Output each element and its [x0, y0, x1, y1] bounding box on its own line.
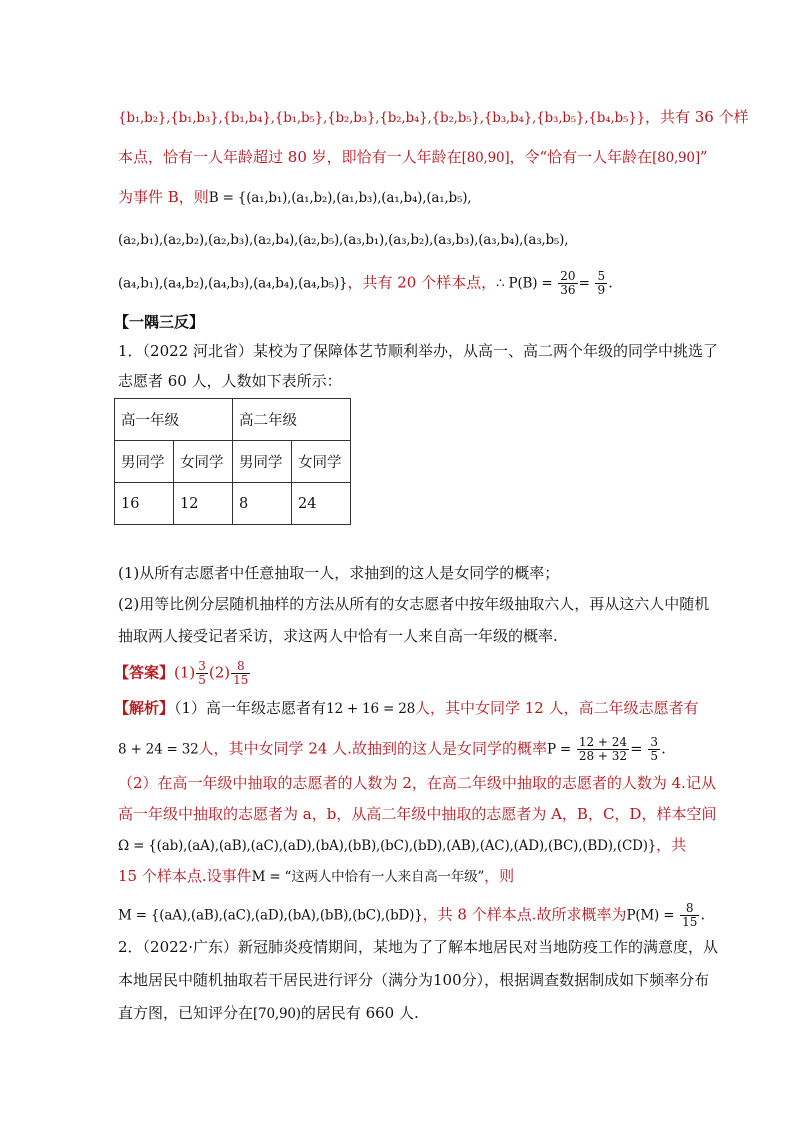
table-header-grade2: 高二年级 — [233, 399, 351, 441]
answer-fraction-1 — [196, 660, 208, 687]
table-row — [115, 441, 351, 483]
q1-stem-line-1: 1．（2022 河北省）某校为了保障体艺节顺利举办，从高一、高二两个年级的同学中挑选了 — [118, 342, 718, 360]
prob-b-fraction — [558, 270, 577, 297]
prob-label: P(M) = — [626, 907, 675, 924]
q2-stem-line-1: 2．（2022·广东）新冠肺炎疫情期间，某地为了了解本地居民对当地防疫工作的满意度，从 — [118, 938, 718, 956]
sample-space-line-1 — [118, 106, 749, 129]
analysis-text: 人，其中女同学 12 人，高二年级志愿者有 — [415, 699, 699, 717]
period: . — [661, 739, 666, 758]
answer-fraction-2 — [231, 660, 250, 687]
fraction-numerator: 8 — [231, 660, 250, 674]
fraction-numerator: 12 + 24 — [578, 735, 628, 749]
answer-label: 【答案】 — [114, 663, 175, 682]
answer-part1-label: (1) — [174, 663, 196, 682]
table-cell: 24 — [292, 483, 351, 525]
event-b-set-start: B = {(a₁,b₁),(a₁,b₂),(a₁,b₃),(a₁,b₄),(a₁,b₅), — [208, 190, 472, 206]
fraction-numerator: 20 — [560, 269, 576, 283]
fraction-denominator: 15 — [233, 673, 249, 687]
event-definition-text: ，令“恰有一人年龄在 — [509, 148, 653, 166]
prob-b-label: ∴ P(B) = — [496, 275, 553, 292]
analysis-text: 人，其中女同学 24 人.故抽到的这人是女同学的概率 — [198, 739, 547, 758]
analysis-line-6 — [118, 865, 514, 888]
table-row — [115, 483, 351, 525]
answer-part2-label: (2) — [208, 663, 231, 682]
q2-text: 直方图，已知评分在 — [118, 1004, 254, 1022]
event-b-line-2 — [118, 228, 568, 251]
score-interval: [70,90) — [253, 1006, 301, 1022]
event-m-definition: M = “这两人中恰有一人来自高一年级” — [251, 869, 485, 885]
analysis-math: 12 + 16 = 28 — [326, 701, 415, 717]
fraction-numerator: 8 — [680, 902, 699, 916]
prob-simplified — [648, 736, 660, 763]
age-interval: [80,90] — [461, 150, 510, 166]
table-subheader: 男同学 — [233, 441, 292, 483]
prob-label: P = — [546, 741, 572, 758]
period: . — [700, 905, 706, 924]
analysis-math: 8 + 24 = 32 — [118, 741, 199, 758]
prob-b-simplified — [595, 270, 607, 297]
analysis-line-2 — [118, 736, 666, 763]
table-subheader: 女同学 — [292, 441, 351, 483]
event-b-set-middle: (a₂,b₁),(a₂,b₂),(a₂,b₃),(a₂,b₄),(a₂,b₅),(a₃,b₁),(a₃,b₂),(a₃,b₃),(a₃,b₄),(a₃,b₅), — [118, 232, 569, 248]
age-condition-text: 本点，恰有一人年龄超过 80 岁，即恰有一人年龄在 — [118, 148, 462, 166]
answer-line — [114, 660, 251, 687]
q1-sub1: (1)从所有志愿者中任意抽取一人，求抽到的这人是女同学的概率； — [118, 564, 560, 582]
analysis-text: 15 个样本点.设事件 — [118, 867, 252, 885]
analysis-text: ，共 — [656, 836, 687, 854]
sample-space-line-2 — [118, 146, 708, 169]
event-b-line — [118, 186, 471, 209]
age-interval-2: [80,90] — [652, 150, 700, 166]
fraction-denominator: 28 + 32 — [578, 749, 628, 763]
q2-stem-line-2: 本地居民中随机抽取若干居民进行评分（满分为100分），根据调查数据制成如下频率分布 — [118, 971, 710, 989]
fraction-numerator: 3 — [198, 659, 206, 673]
analysis-line-1 — [114, 697, 699, 720]
analysis-label: 【解析】 — [114, 699, 175, 717]
event-b-set-end: (a₄,b₁),(a₄,b₂),(a₄,b₃),(a₄,b₄),(a₄,b₅)} — [118, 275, 348, 292]
equals-sign: = — [630, 739, 643, 758]
analysis-text: ，共 8 个样本点.故所求概率为 — [422, 905, 627, 924]
sample-space-omega: Ω = {(ab),(aA),(aB),(aC),(aD),(bA),(bB),(bC),(bD),(AB),(AC),(AD),(BC),(BD),(CD)} — [118, 838, 657, 854]
fraction-denominator: 5 — [650, 749, 659, 763]
fraction-denominator: 9 — [597, 283, 606, 297]
fraction-denominator: 5 — [198, 673, 206, 687]
sample-space-set-b: {b₁,b₂},{b₁,b₃},{b₁,b₄},{b₁,b₅},{b₂,b₃},{b₂,b₄},{b₂,b₅},{b₃,b₄},{b₃,b₅},{b₄,b₅}} — [118, 110, 645, 126]
fraction-numerator: 3 — [650, 735, 659, 749]
fraction-numerator: 5 — [597, 269, 606, 283]
table-cell: 8 — [233, 483, 292, 525]
q1-stem-line-2: 志愿者 60 人，人数如下表所示： — [118, 372, 342, 390]
fraction-denominator: 36 — [560, 283, 576, 297]
analysis-line-3: （2）在高一年级中抽取的志愿者的人数为 2，在高二年级中抽取的志愿者的人数为 4.记从 — [118, 774, 716, 792]
q1-sub2-line-1: (2)用等比例分层随机抽样的方法从所有的女志愿者中按年级抽取六人，再从这六人中随机 — [118, 595, 710, 613]
prob-m-fraction — [680, 902, 699, 929]
analysis-text: （1）高一年级志愿者有 — [174, 699, 327, 717]
analysis-line-5 — [118, 834, 686, 857]
equals-sign: = — [578, 275, 590, 292]
table-cell: 12 — [174, 483, 233, 525]
prob-fraction — [577, 736, 629, 763]
table-cell: 16 — [115, 483, 174, 525]
table-subheader: 男同学 — [115, 441, 174, 483]
q1-sub2-line-2: 抽取两人接受记者采访，求这两人中恰有一人来自高一年级的概率. — [118, 627, 558, 645]
quote-close: ” — [699, 148, 708, 166]
event-m-set: M = {(aA),(aB),(aC),(aD),(bA),(bB),(bC),(bD)} — [118, 907, 423, 924]
table-row — [115, 399, 351, 441]
q2-text: 的居民有 660 人. — [300, 1004, 419, 1022]
sample-count-text: ，共有 36 个样 — [644, 108, 749, 126]
q2-stem-line-3 — [118, 1002, 419, 1025]
table-header-grade1: 高一年级 — [115, 399, 233, 441]
period: . — [608, 273, 613, 292]
analysis-line-7 — [118, 902, 705, 929]
analysis-text: ，则 — [484, 867, 515, 885]
event-b-count: ，共有 20 个样本点， — [347, 273, 497, 292]
event-b-line-3 — [118, 270, 613, 297]
volunteer-table — [114, 398, 351, 525]
table-subheader: 女同学 — [174, 441, 233, 483]
analysis-line-4: 高一年级中抽取的志愿者为 a，b，从高二年级中抽取的志愿者为 A，B，C，D，样本空间 — [118, 805, 717, 823]
event-b-label: 为事件 B，则 — [118, 188, 209, 206]
fraction-denominator: 15 — [682, 915, 698, 929]
section-title: 【一隅三反】 — [114, 313, 205, 331]
